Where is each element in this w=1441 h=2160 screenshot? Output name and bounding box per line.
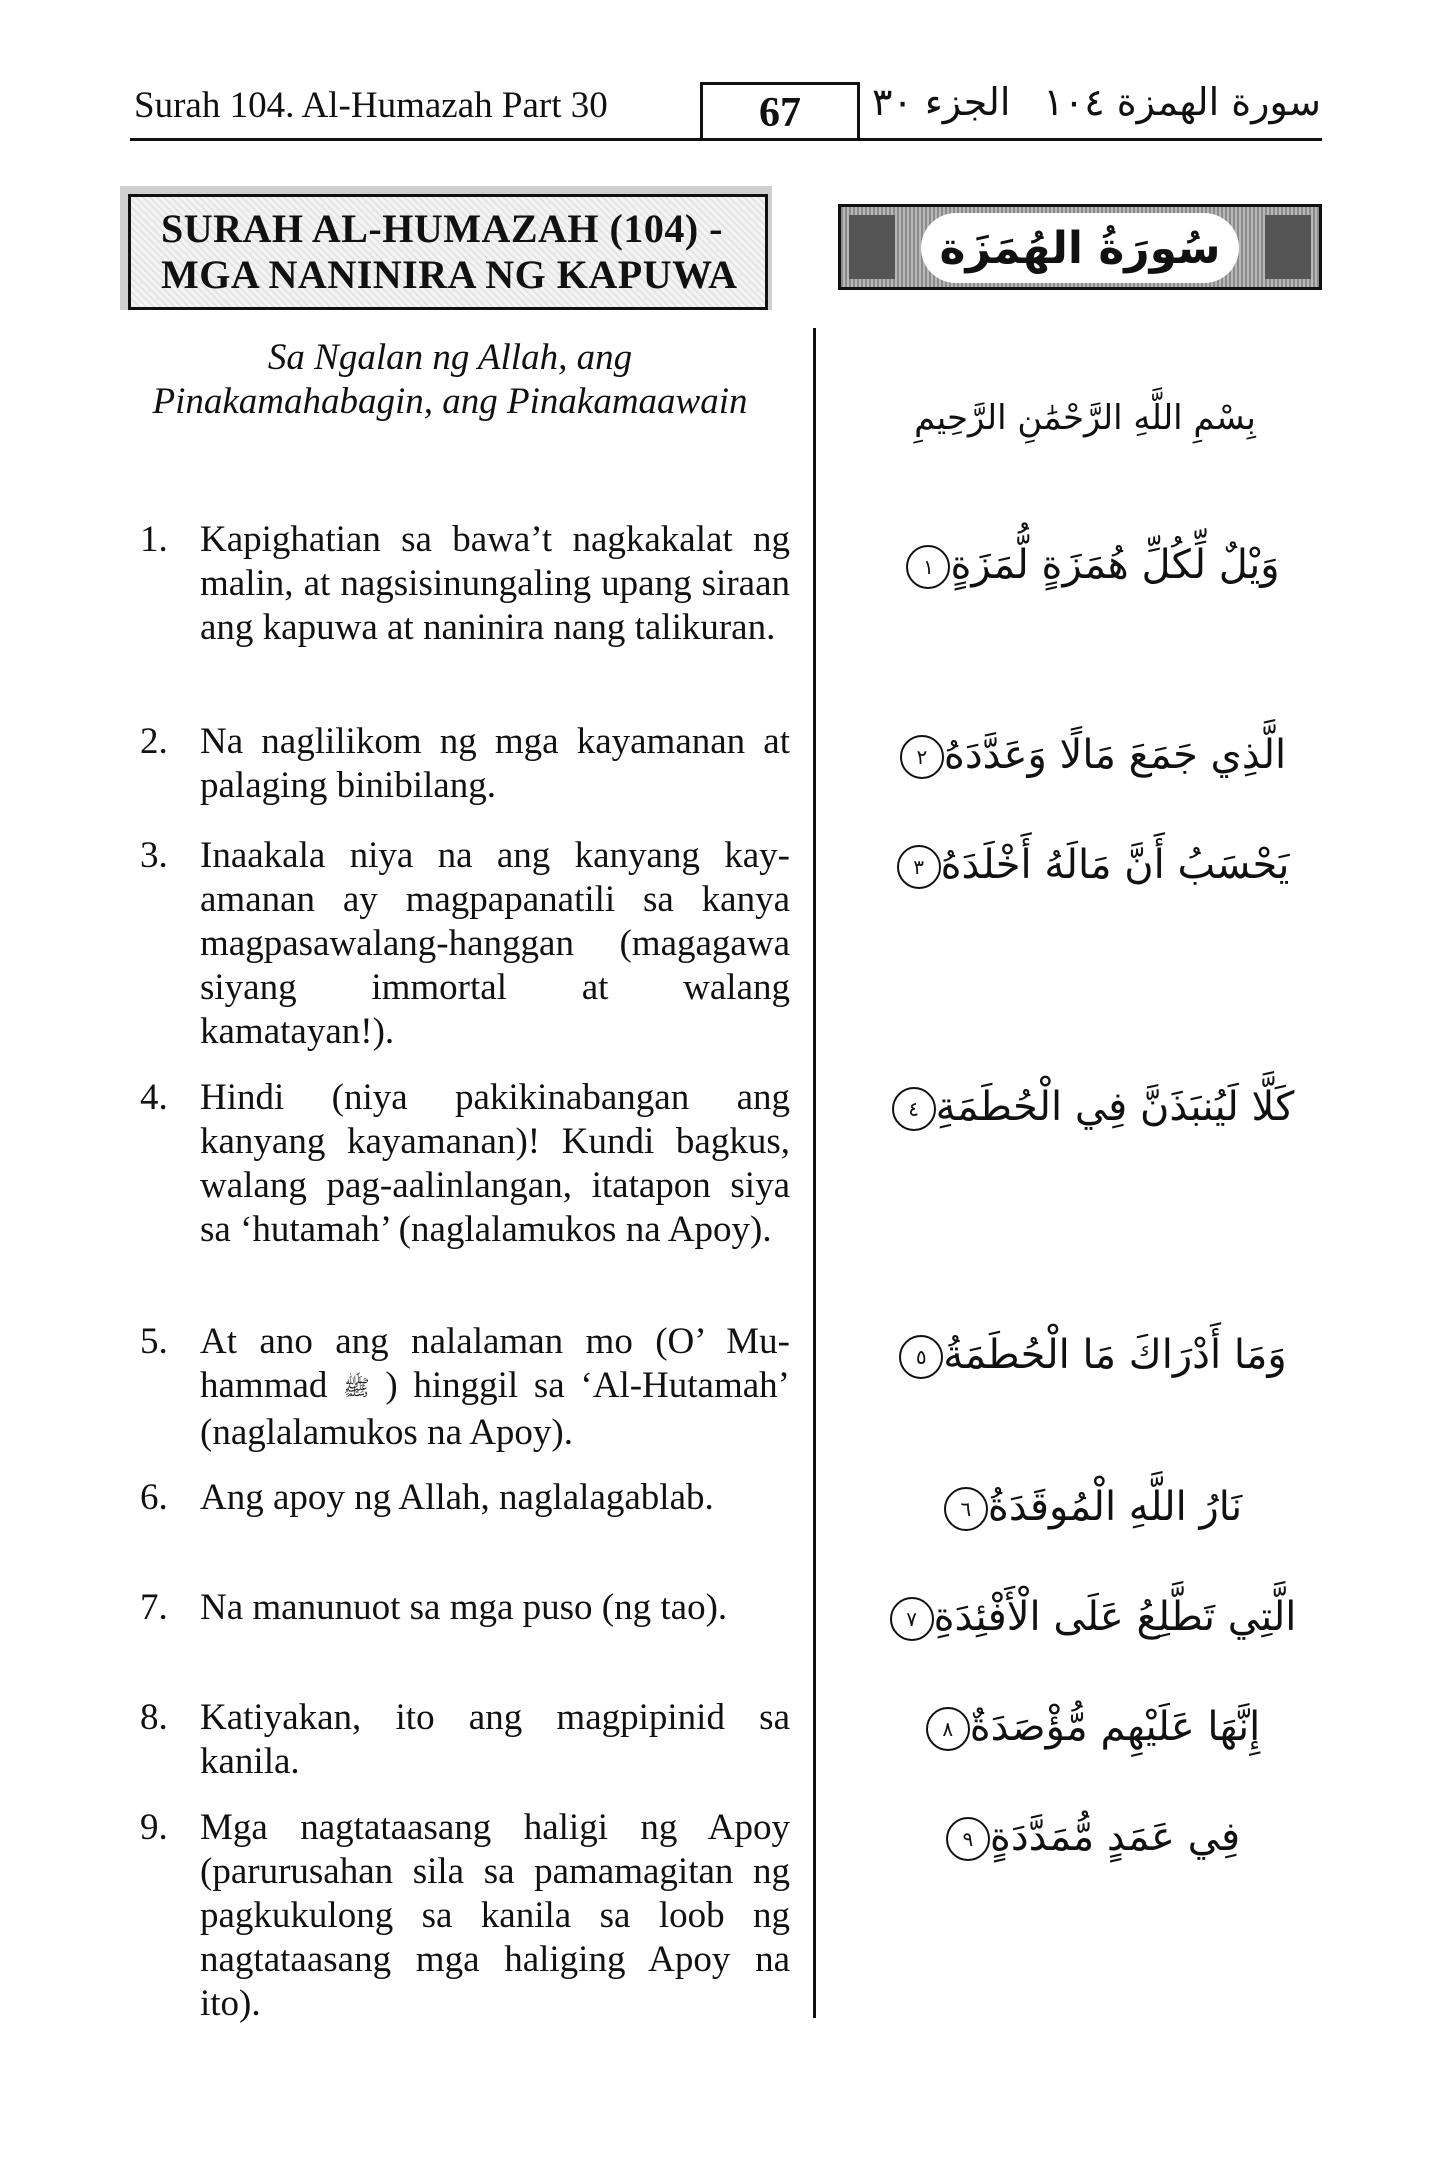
verse-number: 2. xyxy=(140,721,168,762)
verse-text: Inaakala niya na ang kanyang kayamanan ay magpapanatili sa kanya magpasawalang-hanggan (magagawa siyang immortal at walang kamatayan!). xyxy=(200,835,790,1052)
verse-text: Na naglilikom ng mga kayamanan at palaging binibilang. xyxy=(200,721,790,806)
column-divider xyxy=(813,328,816,2018)
banner-ornament-left xyxy=(849,215,895,279)
ayah-end-marker: ٨ xyxy=(926,1707,970,1751)
verse-text-part: At ano ang nalalaman mo (O’ Muhammad xyxy=(200,1321,790,1406)
verse-number: 6. xyxy=(140,1477,168,1518)
surah-arabic-title: سُورَةُ الهُمَزَة xyxy=(921,213,1239,283)
ayah-end-marker: ١ xyxy=(906,545,950,589)
verse-arabic xyxy=(860,1812,1310,1862)
verse-arabic xyxy=(860,1082,1310,1132)
verse-arabic xyxy=(860,1592,1310,1642)
page-number: 67 xyxy=(700,82,860,140)
verse-arabic-text: إِنَّهَا عَلَيْهِم مُّؤْصَدَةٌ xyxy=(969,1704,1261,1750)
ayah-end-marker: ٣ xyxy=(897,845,941,889)
verse-text: Kapighatian sa bawa’t nagkakalat ng malin, at nagsisinungaling upang siraan ang kapuwa at naninira nang talikuran. xyxy=(200,519,790,648)
verse-arabic xyxy=(860,1702,1310,1752)
verse-arabic-text: وَمَا أَدْرَاكَ مَا الْحُطَمَةُ xyxy=(943,1332,1287,1378)
verse-text: Hindi (niya pakikinabangan ang kanyang kayamanan)! Kundi bagkus, walang pag-aalinlangan, itatapon siya sa ‘hutamah’ (naglalamukos na Apoy). xyxy=(200,1077,790,1250)
verse-text: Ang apoy ng Allah, naglalagablab. xyxy=(200,1477,714,1518)
ayah-end-marker: ٥ xyxy=(899,1335,943,1379)
verse-arabic-text: وَيْلٌ لِّكُلِّ هُمَزَةٍ لُّمَزَةٍ xyxy=(950,542,1280,588)
verse-arabic-text: نَارُ اللَّهِ الْمُوقَدَةُ xyxy=(987,1484,1243,1530)
surah-arabic-banner xyxy=(838,204,1322,290)
verse-arabic xyxy=(860,540,1310,590)
surah-label-arabic: سورة الهمزة ١٠٤ xyxy=(1043,80,1321,124)
verse-number: 5. xyxy=(140,1321,168,1362)
verse-arabic xyxy=(860,840,1310,890)
verse-number: 9. xyxy=(140,1807,168,1848)
verse-text-part: ) hinggil sa ‘Al-Hutamah’ (naglalamukos na Apoy). xyxy=(200,1365,790,1453)
surah-title-line1: SURAH AL-HUMAZAH (104) - xyxy=(161,206,723,251)
juz-label-arabic: الجزء ٣٠ xyxy=(872,80,1011,124)
verse-number: 7. xyxy=(140,1587,168,1628)
verse-arabic-text: الَّذِي جَمَعَ مَالًا وَعَدَّدَهُ xyxy=(943,732,1287,778)
surah-title-box xyxy=(128,194,768,310)
verse-arabic-text: الَّتِي تَطَّلِعُ عَلَى الْأَفْئِدَةِ xyxy=(933,1594,1297,1640)
verse-arabic-text: فِي عَمَدٍ مُّمَدَّدَةٍ xyxy=(989,1814,1241,1860)
ayah-end-marker: ٩ xyxy=(946,1817,990,1861)
basmala-arabic-text: بِسْمِ اللَّهِ الرَّحْمَٰنِ الرَّحِيمِ xyxy=(914,398,1256,438)
verse-arabic-text: كَلَّا لَيُنبَذَنَّ فِي الْحُطَمَةِ xyxy=(935,1084,1295,1130)
ayah-end-marker: ٧ xyxy=(890,1597,934,1641)
verse-arabic xyxy=(860,730,1310,780)
basmala-translation: Sa Ngalan ng Allah, ang Pinakamahabagin, ang Pinakamaawain xyxy=(152,337,748,422)
verse-number: 3. xyxy=(140,835,168,876)
verse-text: Katiyakan, ito ang magpipinid sa kanila. xyxy=(200,1697,790,1782)
verse-arabic-text: يَحْسَبُ أَنَّ مَالَهُ أَخْلَدَهُ xyxy=(940,842,1290,888)
basmala-arabic xyxy=(850,398,1320,438)
running-header: Surah 104. Al-Humazah Part 30 xyxy=(134,85,608,126)
ayah-end-marker: ٤ xyxy=(892,1087,936,1131)
verse-number: 8. xyxy=(140,1697,168,1738)
banner-ornament-right xyxy=(1265,215,1311,279)
ayah-end-marker: ٦ xyxy=(944,1487,988,1531)
verse-number: 1. xyxy=(140,519,168,560)
verse-text: Na manunuot sa mga puso (ng tao). xyxy=(200,1587,728,1628)
verse-number: 4. xyxy=(140,1077,168,1118)
verse-arabic xyxy=(860,1330,1310,1380)
surah-title-line2: MGA NANINIRA NG KAPUWA xyxy=(161,252,738,297)
verse-text xyxy=(200,1320,790,1455)
verse-arabic xyxy=(860,1482,1310,1532)
ayah-end-marker: ٢ xyxy=(900,735,944,779)
verse-text: Mga nagtataasang haligi ng Apoy (parurusahan sila sa pamamagitan ng pagkukulong sa kanila sa loob ng nagtataasang mga haliging Apoy na ito). xyxy=(200,1807,790,2024)
salawat-symbol: ﷺ xyxy=(343,1375,370,1401)
header-rule xyxy=(130,138,1322,141)
